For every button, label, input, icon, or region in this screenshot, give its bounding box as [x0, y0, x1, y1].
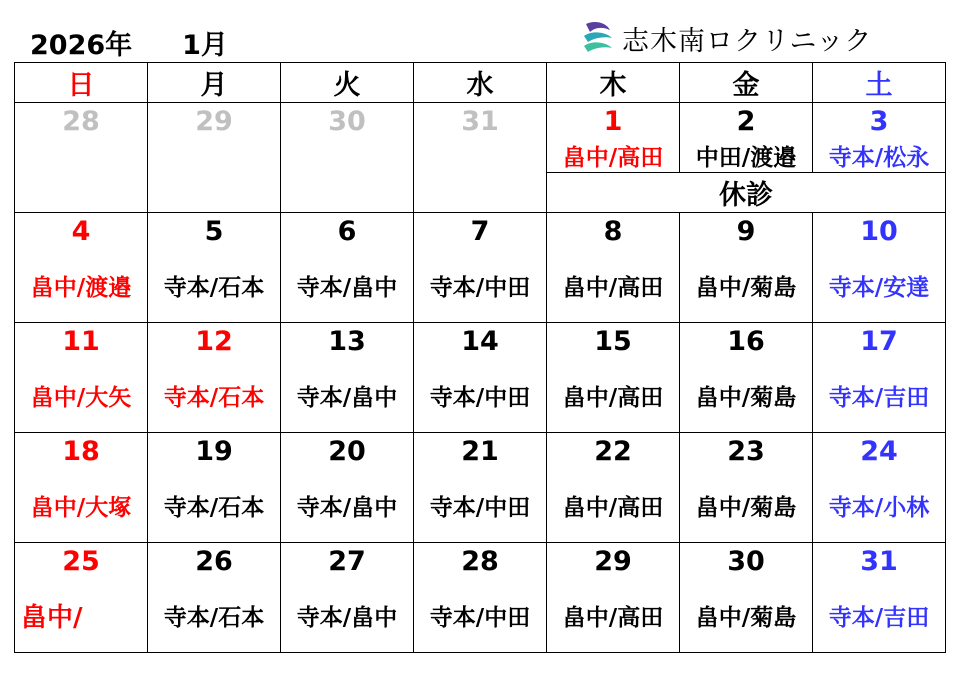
date-cell: 18 [15, 433, 148, 470]
date-cell: 22 [547, 433, 680, 470]
date-cell: 17 [813, 323, 946, 360]
doctor-cell: 寺本/吉田 [813, 359, 946, 433]
date-cell: 19 [148, 433, 281, 470]
doctor-cell: 寺本/小林 [813, 469, 946, 543]
week-3-dates [15, 323, 946, 360]
doctor-cell: 寺本/畠中 [281, 579, 414, 653]
clinic-logo-icon [580, 18, 616, 58]
closed-label: 休診 [719, 180, 773, 211]
week-1-doctors [15, 139, 946, 213]
doctor-cell: 寺本/畠中 [281, 359, 414, 433]
date-cell: 20 [281, 433, 414, 470]
week-2-doctors [15, 249, 946, 323]
doctor-cell: 中田/渡邉 [680, 139, 813, 172]
date-cell: 25 [15, 543, 148, 580]
doctor-cell: 畠中/高田 [547, 139, 680, 172]
doctor-cell: 畠中/渡邉 [15, 249, 148, 323]
date-cell: 15 [547, 323, 680, 360]
doctor-cell: 畠中/菊島 [680, 249, 813, 323]
doctor-cell: 畠中/高田 [547, 469, 680, 543]
month-label: 1月 [182, 29, 228, 61]
weekday-tue: 火 [281, 63, 414, 103]
date-cell: 12 [148, 323, 281, 360]
doctor-cell: 畠中/菊島 [680, 579, 813, 653]
date-cell: 29 [148, 103, 281, 140]
doctor-cell: 畠中/大矢 [15, 359, 148, 433]
date-cell: 4 [15, 213, 148, 250]
date-cell: 11 [15, 323, 148, 360]
date-cell: 30 [281, 103, 414, 140]
date-cell: 6 [281, 213, 414, 250]
weekday-wed: 水 [414, 63, 547, 103]
doctor-cell-empty [148, 139, 281, 213]
doctor-cell: 畠中/高田 [547, 359, 680, 433]
date-cell: 27 [281, 543, 414, 580]
date-cell: 1 [547, 103, 680, 140]
week-4-dates [15, 433, 946, 470]
date-cell: 29 [547, 543, 680, 580]
date-cell: 8 [547, 213, 680, 250]
holiday-block [547, 139, 946, 213]
date-cell: 28 [15, 103, 148, 140]
date-cell: 7 [414, 213, 547, 250]
doctor-cell: 寺本/石本 [148, 249, 281, 323]
date-cell: 28 [414, 543, 547, 580]
doctor-cell: 畠中/大塚 [15, 469, 148, 543]
week-1-dates [15, 103, 946, 140]
date-cell: 21 [414, 433, 547, 470]
week-2-dates [15, 213, 946, 250]
doctor-cell: 寺本/中田 [414, 249, 547, 323]
date-cell: 24 [813, 433, 946, 470]
date-cell: 3 [813, 103, 946, 140]
doctor-cell: 寺本/中田 [414, 579, 547, 653]
doctor-cell: 畠中/高田 [547, 579, 680, 653]
week-3-doctors [15, 359, 946, 433]
clinic-name: 志木南ロクリニック [622, 25, 873, 57]
doctor-cell: 寺本/石本 [148, 469, 281, 543]
date-cell: 2 [680, 103, 813, 140]
date-cell: 31 [414, 103, 547, 140]
date-cell: 5 [148, 213, 281, 250]
weekday-sun: 日 [15, 63, 148, 103]
date-cell: 16 [680, 323, 813, 360]
doctor-cell: 寺本/中田 [414, 469, 547, 543]
weekday-header-row [15, 63, 946, 103]
weekday-thu: 木 [547, 63, 680, 103]
doctor-cell: 寺本/吉田 [813, 579, 946, 653]
doctor-cell-empty [15, 139, 148, 213]
date-cell: 23 [680, 433, 813, 470]
calendar-title [30, 22, 228, 62]
weekday-mon: 月 [148, 63, 281, 103]
weekday-fri: 金 [680, 63, 813, 103]
doctor-cell: 寺本/松永 [828, 145, 930, 171]
doctor-cell: 畠中/高田 [547, 249, 680, 323]
doctor-cell: 寺本/安達 [813, 249, 946, 323]
date-cell: 31 [813, 543, 946, 580]
date-cell: 10 [813, 213, 946, 250]
doctor-cell: 寺本/畠中 [281, 249, 414, 323]
doctor-cell-empty [414, 139, 547, 213]
doctor-cell: 寺本/中田 [414, 359, 547, 433]
week-5-dates [15, 543, 946, 580]
year-label: 2026年 [30, 29, 133, 61]
date-cell: 13 [281, 323, 414, 360]
weekday-sat: 土 [813, 63, 946, 103]
doctor-cell: 寺本/畠中 [281, 469, 414, 543]
week-4-doctors [15, 469, 946, 543]
doctor-cell: 寺本/石本 [148, 359, 281, 433]
date-cell: 30 [680, 543, 813, 580]
doctor-cell: 畠中/ [15, 579, 148, 653]
doctor-cell: 畠中/菊島 [680, 359, 813, 433]
doctor-cell-empty [281, 139, 414, 213]
doctor-cell: 畠中/菊島 [680, 469, 813, 543]
clinic-brand [580, 16, 872, 60]
doctor-cell: 寺本/石本 [148, 579, 281, 653]
date-cell: 26 [148, 543, 281, 580]
date-cell: 9 [680, 213, 813, 250]
calendar-table [14, 62, 946, 653]
week-5-doctors [15, 579, 946, 653]
date-cell: 14 [414, 323, 547, 360]
